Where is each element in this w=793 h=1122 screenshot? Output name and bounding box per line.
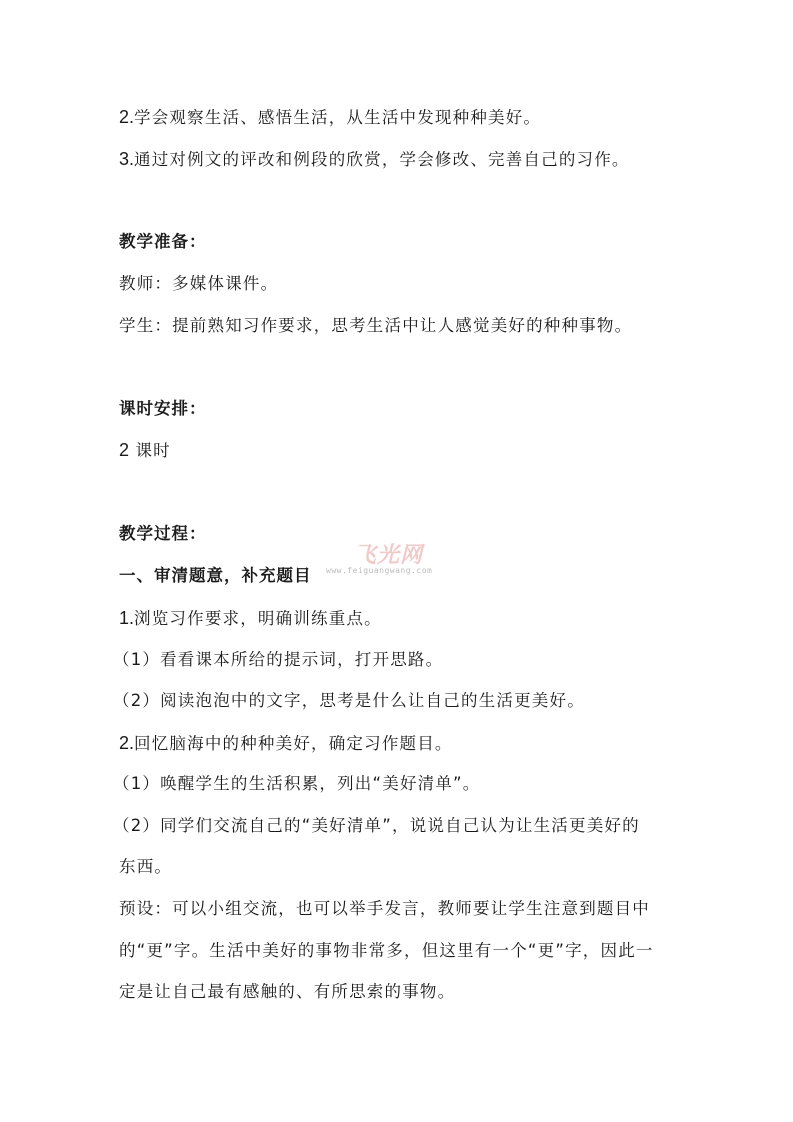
preset-line-2: 的“更”字。生活中美好的事物非常多，但这里有一个“更”字，因此一 [119, 941, 654, 960]
objective-2-text: 学会观察生活、感悟生活，从生活中发现种种美好。 [134, 108, 542, 127]
step-1-number: 1. [119, 608, 135, 628]
step-1-text: 浏览习作要求，明确训练重点。 [134, 609, 382, 628]
schedule-value [119, 439, 679, 462]
step-2-item-1: （1）唤醒学生的生活积累，列出“美好清单”。 [113, 774, 481, 793]
objective-3 [119, 148, 679, 171]
objective-3-text: 通过对例文的评改和例段的欣赏，学会修改、完善自己的习作。 [134, 150, 630, 169]
watermark [326, 538, 466, 588]
step-2 [119, 732, 679, 755]
preset-line-3: 定是让自己最有感触的、有所思索的事物。 [119, 982, 456, 1001]
watermark-logo: 飞光网 [354, 543, 424, 568]
preparation-teacher: 教师：多媒体课件。 [119, 274, 279, 293]
objective-3-number: 3. [119, 149, 135, 169]
section-1-title: 一、审清题意，补充题目 [119, 566, 312, 585]
step-2-item-2-continued: 东西。 [119, 857, 173, 876]
watermark-url: www.feiguangwang.com [326, 566, 433, 575]
schedule-text: 课时 [135, 441, 171, 460]
schedule-number: 2 [119, 440, 130, 460]
objective-2 [119, 106, 679, 129]
schedule-heading: 课时安排： [119, 399, 207, 418]
step-1-item-2: （2）阅读泡泡中的文字，思考是什么让自己的生活更美好。 [113, 691, 585, 710]
preparation-heading: 教学准备： [119, 232, 207, 251]
preparation-student: 学生：提前熟知习作要求，思考生活中让人感觉美好的种种事物。 [119, 316, 633, 335]
step-2-number: 2. [119, 733, 135, 753]
preset-line-1: 预设：可以小组交流，也可以举手发言，教师要让学生注意到题目中 [119, 899, 650, 918]
step-1 [119, 607, 679, 630]
step-2-text: 回忆脑海中的种种美好，确定习作题目。 [134, 734, 453, 753]
step-1-item-1: （1）看看课本所给的提示词，打开思路。 [113, 650, 444, 669]
step-2-item-2: （2）同学们交流自己的“美好清单”，说说自己认为让生活更美好的 [113, 816, 640, 835]
objective-2-number: 2. [119, 107, 135, 127]
process-heading: 教学过程： [119, 524, 207, 543]
